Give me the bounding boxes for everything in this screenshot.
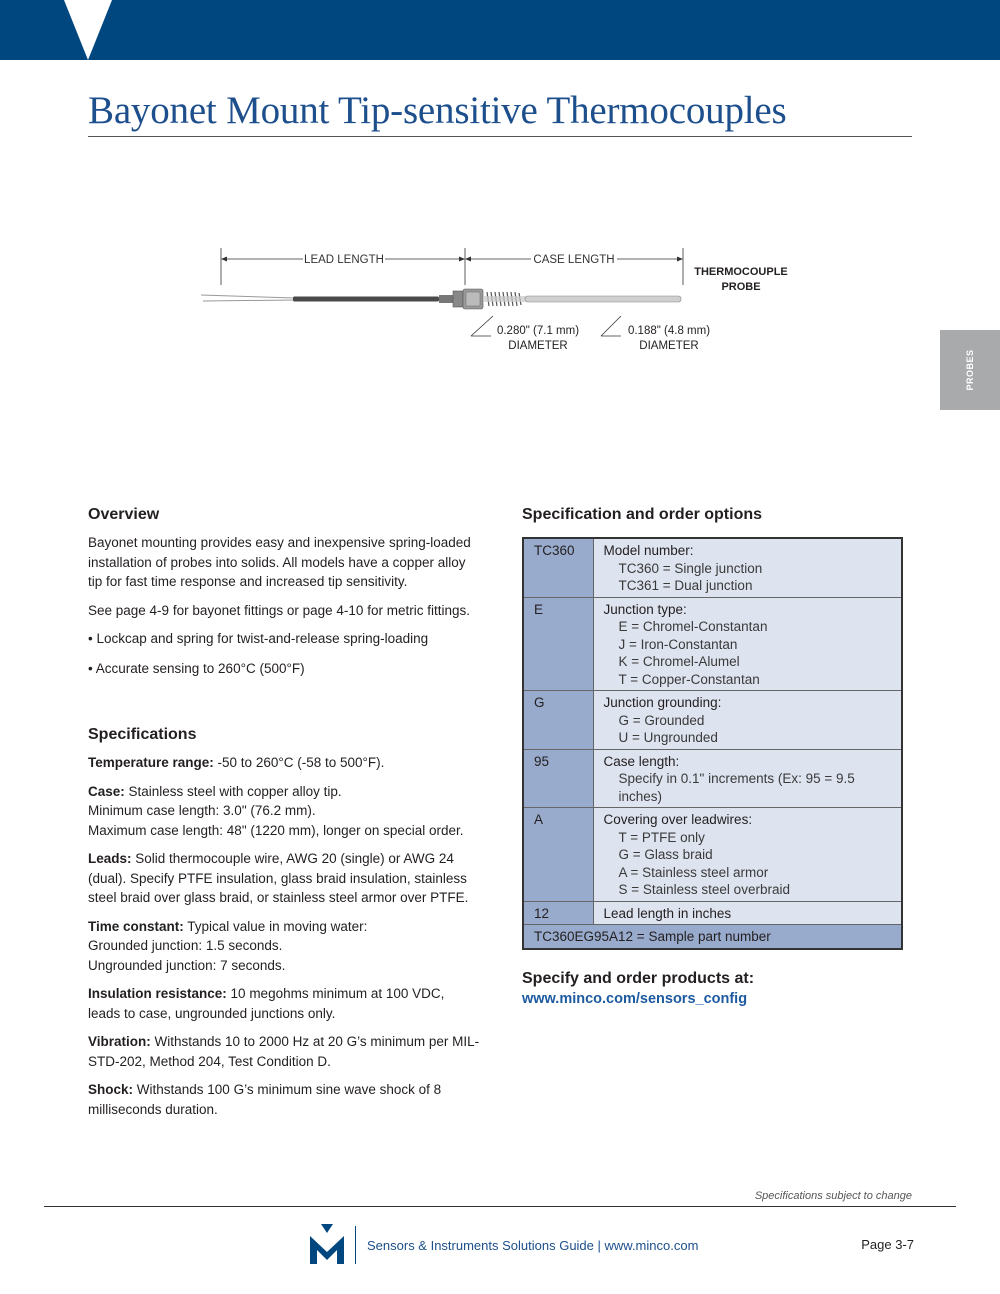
option-value: T = Copper-Constantan [618,671,760,687]
option-title: Junction type: [603,601,687,617]
left-column [88,506,480,1128]
option-value: U = Ungrounded [618,730,718,745]
option-value: G = Grounded [618,712,705,728]
lead-length-label: LEAD LENGTH [304,254,384,266]
sheath-diameter-label: DIAMETER [639,340,699,352]
order-option-row [523,691,902,750]
title-divider [88,136,912,137]
option-description [593,538,902,597]
option-description [593,691,902,750]
spec-time-constant: Time constant: Typical value in moving water: Grounded junction: 1.5 seconds. Ungrounded junction: 7 seconds. [88,918,368,973]
spec-shock: Shock: Withstands 100 G’s minimum sine wave shock of 8 milliseconds duration. [88,1082,442,1117]
order-option-row [523,597,902,691]
brand-notch-icon [64,0,112,60]
right-column [522,506,904,1007]
sample-part-row [523,925,902,949]
fitting-diameter-label: DIAMETER [508,340,568,352]
option-code: TC360 [523,538,593,597]
overview-bullet: • Lockcap and spring for twist-and-release spring-loading [88,631,429,646]
option-description [593,901,902,925]
case-length-label: CASE LENGTH [533,254,615,266]
option-title: Model number: [603,543,694,558]
probe-diagram [195,240,815,360]
option-value: G = Glass braid [618,847,713,862]
option-value: Specify in 0.1" increments (Ex: 95 = 9.5 inches) [618,771,855,804]
header-bar [0,0,1000,60]
order-options-heading: Specification and order options [522,506,763,523]
option-value: S = Stainless steel overbraid [618,882,790,897]
option-description [593,808,902,902]
option-description [593,749,902,808]
option-value: E = Chromel-Constantan [618,619,768,634]
footer-separator [355,1226,356,1264]
page-number: Page 3-7 [861,1237,914,1252]
spec-insulation: Insulation resistance: 10 megohms minimum at 100 VDC, leads to case, ungrounded junctions only. [88,986,445,1021]
option-value: TC361 = Dual junction [618,578,753,593]
section-tab-probes[interactable] [940,330,1000,410]
order-option-row [523,901,902,925]
spec-temperature: Temperature range: -50 to 260°C (-58 to 500°F). [88,755,385,770]
option-code: 95 [523,749,593,808]
option-value: TC360 = Single junction [618,560,763,576]
footer-divider [44,1206,956,1207]
overview-paragraph-2: See page 4-9 for bayonet fittings or page 4-10 for metric fittings. [88,602,470,618]
option-value: K = Chromel-Alumel [618,654,740,669]
order-config-link[interactable]: www.minco.com/sensors_config [522,990,748,1007]
probe-label-line1: THERMOCOUPLE [694,266,788,278]
overview-paragraph-1: Bayonet mounting provides easy and inexpensive spring-loaded installation of probes into solids. All models have a copper alloy tip for fast time response and increased tip sensitivity. [88,535,471,589]
option-title: Junction grounding: [603,695,722,710]
option-title: Covering over leadwires: [603,812,753,827]
option-description [593,597,902,691]
order-options-table [522,537,903,950]
order-option-row [523,749,902,808]
option-title: Lead length in inches [603,905,732,921]
option-code: 12 [523,901,593,925]
option-value: T = PTFE only [618,829,705,845]
option-value: A = Stainless steel armor [618,864,769,880]
disclaimer-text: Specifications subject to change [754,1190,912,1202]
option-code: A [523,808,593,902]
spec-leads: Leads: Solid thermocouple wire, AWG 20 (single) or AWG 24 (dual). Specify PTFE insulation, glass braid insulation, stainless steel braid over glass braid, or stainless steel armor over PTFE. [88,851,469,905]
page-title: Bayonet Mount Tip-sensitive Thermocouples [88,89,787,132]
option-code: G [523,691,593,750]
probe-label-line2: PROBE [721,281,761,293]
section-tab-label: PROBES [965,349,975,391]
overview-bullet: • Accurate sensing to 260°C (500°F) [88,660,305,676]
fitting-diameter-value: 0.280" (7.1 mm) [496,325,580,337]
footer-guide-text: Sensors & Instruments Solutions Guide | www.minco.com [367,1238,699,1253]
spec-vibration: Vibration: Withstands 10 to 2000 Hz at 20 G’s minimum per MIL-STD-202, Method 204, Test Condition D. [88,1034,480,1069]
specifications-heading: Specifications [88,726,197,743]
option-title: Case length: [603,753,680,769]
option-code: E [523,597,593,691]
spec-case: Case: Stainless steel with copper alloy tip. Minimum case length: 3.0" (76.2 mm). Maximum case length: 48" (1220 mm), longer on special order. [88,783,464,838]
sample-part-number: TC360EG95A12 = Sample part number [523,925,902,949]
option-value: J = Iron-Constantan [618,636,738,652]
sheath-diameter-value: 0.188" (4.8 mm) [627,325,711,337]
order-cta-heading: Specify and order products at: [522,969,755,987]
overview-heading: Overview [88,506,160,523]
order-option-row [523,808,902,902]
minco-logo-icon [308,1222,346,1266]
order-option-row [523,538,902,597]
